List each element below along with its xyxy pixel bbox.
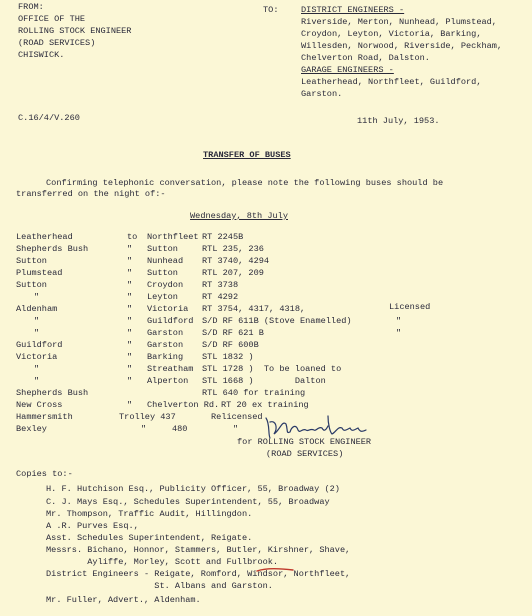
transfer-bus: RT 20 ex training	[221, 400, 309, 410]
transfer-to-word: "	[127, 400, 133, 410]
copy-recipient: C. J. Mays Esq., Schedules Superintendent, 55, Broadway	[46, 497, 330, 507]
transfer-note: "	[396, 316, 402, 326]
transfer-from: Victoria	[16, 352, 58, 362]
transfer-bus: S/D RF 621 B	[202, 328, 264, 338]
copy-recipient: A .R. Purves Esq.,	[46, 521, 139, 531]
transfer-from: "	[34, 376, 40, 386]
transfer-dest: Nunhead	[147, 256, 184, 266]
transfer-to-word: "	[127, 364, 133, 374]
district-line: Willesden, Norwood, Riverside, Peckham,	[301, 41, 503, 51]
transfer-from: "	[34, 316, 40, 326]
transfer-row	[16, 316, 402, 328]
transfer-day: Wednesday, 8th July	[190, 211, 288, 221]
transfer-to-word: "	[127, 352, 133, 362]
transfer-from: Sutton	[16, 256, 47, 266]
transfer-from: Sutton	[16, 280, 47, 290]
from-place: CHISWICK.	[18, 50, 65, 60]
transfer-from: Bexley	[16, 424, 47, 434]
transfer-dest: Leyton	[147, 292, 178, 302]
transfer-dest: Garston	[147, 328, 184, 338]
transfer-bus: RT 3740, 4294	[202, 256, 270, 266]
from-label: FROM:	[18, 2, 44, 12]
to-label: TO:	[263, 5, 279, 15]
transfer-bus: Relicensed	[211, 412, 263, 422]
transfer-row	[16, 280, 239, 292]
transfer-dest: Barking	[147, 352, 184, 362]
transfer-row	[16, 232, 244, 244]
intro-line: Confirming telephonic conversation, please note the following buses should be	[46, 178, 444, 188]
district-heading: DISTRICT ENGINEERS -	[301, 5, 405, 15]
transfer-to-word: "	[127, 328, 133, 338]
transfer-row	[16, 340, 259, 352]
transfer-dest: Guildford	[147, 316, 194, 326]
signature-services: (ROAD SERVICES)	[266, 449, 344, 459]
copy-recipient: H. F. Hutchison Esq., Publicity Officer, 55, Broadway (2)	[46, 484, 340, 494]
district-line: Riverside, Merton, Nunhead, Plumstead,	[301, 17, 497, 27]
transfer-dest: Streatham	[147, 364, 194, 374]
transfer-to-word: "	[127, 340, 133, 350]
transfer-to-word: "	[127, 304, 133, 314]
garage-line: Leatherhead, Northfleet, Guildford,	[301, 77, 482, 87]
from-engineer: ROLLING STOCK ENGINEER	[18, 26, 132, 36]
transfer-bus: RTL 235, 236	[202, 244, 264, 254]
transfer-dest: Chelverton Rd.	[147, 400, 220, 410]
transfer-to-word: "	[127, 244, 133, 254]
transfer-to-word: Trolley 437	[119, 412, 176, 422]
transfer-from: Shepherds Bush	[16, 388, 89, 398]
copy-recipient: Mr. Fuller, Advert., Aldenham.	[46, 595, 201, 605]
copy-recipient: Messrs. Bichano, Honnor, Stammers, Butler, Kirshner, Shave,	[46, 545, 351, 555]
transfer-to-word: "	[127, 256, 133, 266]
transfer-from: Leatherhead	[16, 232, 73, 242]
transfer-bus: RT 3754, 4317, 4318,	[202, 304, 306, 314]
transfer-bus: S/D RF 611B (Stove Enamelled)	[202, 316, 352, 326]
reference-number: C.16/4/V.260	[18, 113, 80, 123]
district-line: Croydon, Leyton, Victoria, Barking,	[301, 29, 482, 39]
transfer-bus: RTL 640 for training	[202, 388, 306, 398]
transfer-from: "	[34, 328, 40, 338]
transfer-row	[16, 302, 431, 316]
transfer-note: Licensed	[389, 302, 431, 312]
transfer-bus: RT 4292	[202, 292, 239, 302]
transfer-row	[16, 244, 264, 256]
transfer-from: Shepherds Bush	[16, 244, 89, 254]
red-pen-mark	[255, 567, 295, 573]
transfer-dest: Victoria	[147, 304, 189, 314]
copy-recipient: St. Albans and Garston.	[46, 581, 273, 591]
transfer-bus: STL 1832 )	[202, 352, 254, 362]
transfer-dest: Northfleet	[147, 232, 199, 242]
transfer-dest: Croydon	[147, 280, 184, 290]
copy-recipient: Ayliffe, Morley, Scott and Fullbrook.	[46, 557, 279, 567]
garage-heading: GARAGE ENGINEERS -	[301, 65, 394, 75]
document-title: TRANSFER OF BUSES	[203, 150, 291, 160]
transfer-dest: Garston	[147, 340, 184, 350]
from-services: (ROAD SERVICES)	[18, 38, 96, 48]
transfer-dest: Alperton	[147, 376, 189, 386]
transfer-dest: Sutton	[147, 244, 178, 254]
transfer-bus: S/D RF 600B	[202, 340, 259, 350]
transfer-row	[16, 400, 309, 412]
transfer-dest: Sutton	[147, 268, 178, 278]
transfer-bus: "	[202, 424, 239, 434]
transfer-note: "	[396, 328, 402, 338]
transfer-bus: RT 2245B	[202, 232, 244, 242]
letter-date: 11th July, 1953.	[357, 116, 440, 126]
transfer-row	[16, 292, 239, 304]
transfer-from: "	[34, 292, 40, 302]
transfer-row	[16, 268, 264, 280]
copy-recipient: Asst. Schedules Superintendent, Reigate.	[46, 533, 253, 543]
transfer-to-word: "	[127, 292, 133, 302]
garage-line: Garston.	[301, 89, 343, 99]
transfer-row	[16, 364, 342, 376]
transfer-row	[16, 328, 402, 340]
transfer-to-word: "	[127, 316, 133, 326]
signature-line: for ROLLING STOCK ENGINEER	[237, 437, 372, 447]
transfer-row	[16, 388, 306, 400]
transfer-bus: RT 3738	[202, 280, 239, 290]
transfer-bus: RTL 207, 209	[202, 268, 264, 278]
from-office: OFFICE OF THE	[18, 14, 86, 24]
transfer-from: "	[34, 364, 40, 374]
copies-heading: Copies to:-	[16, 469, 73, 479]
transfer-bus: STL 1668 ) Dalton	[202, 376, 326, 386]
copy-recipient: District Engineers - Reigate, Romford, Windsor, Northfleet,	[46, 569, 351, 579]
transfer-from: Hammersmith	[16, 412, 73, 422]
transfer-to-word: "	[127, 268, 133, 278]
copy-recipient: Mr. Thompson, Traffic Audit, Hillingdon.	[46, 509, 253, 519]
transfer-to-word: "	[127, 376, 133, 386]
transfer-row	[16, 352, 254, 364]
transfer-row	[16, 376, 326, 388]
transfer-to-word: "	[127, 280, 133, 290]
transfer-row	[16, 412, 263, 424]
transfer-from: New Cross	[16, 400, 63, 410]
transfer-bus: STL 1728 ) To be loaned to	[202, 364, 342, 374]
transfer-from: Plumstead	[16, 268, 63, 278]
transfer-to-word: to	[127, 232, 138, 242]
district-line: Chelverton Road, Dalston.	[301, 53, 430, 63]
transfer-dest: " 480	[141, 424, 188, 434]
transfer-from: Aldenham	[16, 304, 58, 314]
intro-line: transferred on the night of:-	[16, 189, 166, 199]
transfer-from: Guildford	[16, 340, 63, 350]
transfer-row	[16, 256, 270, 268]
transfer-row	[16, 424, 239, 436]
